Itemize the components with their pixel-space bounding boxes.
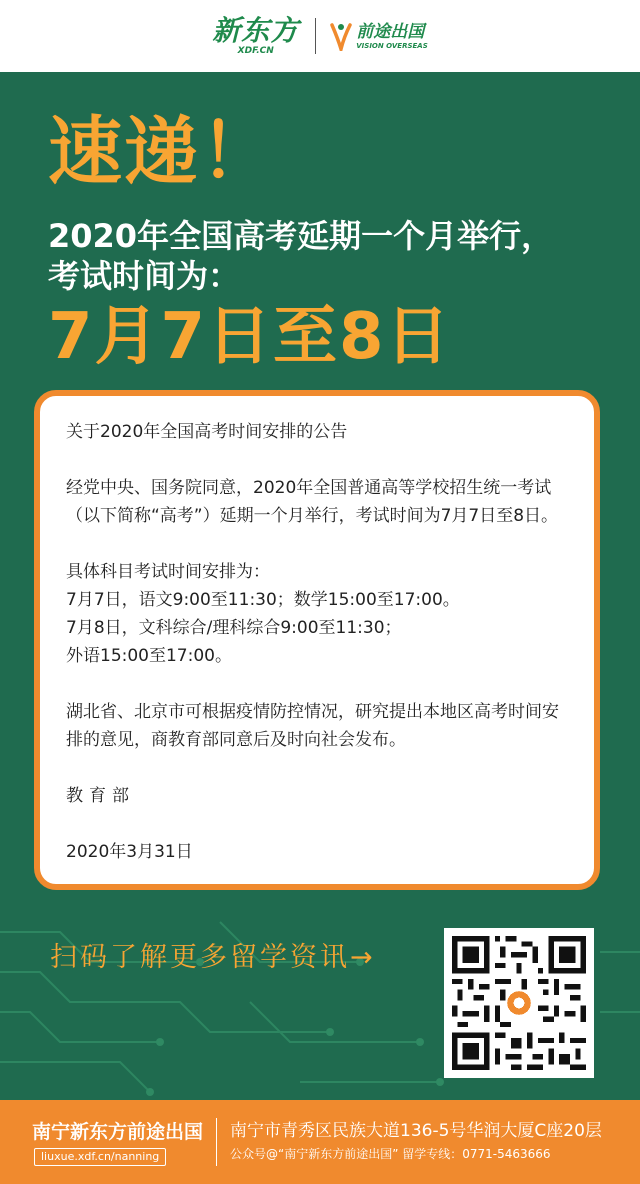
main-panel [0,72,640,1100]
notice-date: 2020年3月31日 [66,842,193,862]
footer-address: 南宁市青秀区民族大道136-5号华润大厦C座20层 [230,1121,602,1141]
schedule-line-3: 外语15:00至17:00。 [66,646,232,666]
footer-url[interactable]: liuxue.xdf.cn/nanning [34,1148,166,1166]
vision-overseas-logo-icon [330,21,352,51]
footer-bar [0,1100,640,1184]
headline-sub-line1: 2020年全国高考延期一个月举行， [48,217,554,255]
schedule-intro: 具体科目考试时间安排为： [66,562,270,582]
notice-card [34,390,600,890]
qr-code[interactable] [444,928,594,1078]
headline-sub [48,216,628,296]
brand-name: 新东方 [212,14,300,47]
headline-big: 速递！ [48,109,276,195]
brand-en: XDF.CN [237,46,274,56]
headline-sub-line2: 考试时间为： [48,257,241,295]
scan-cta-text: 扫码了解更多留学资讯→ [50,942,376,973]
brand-divider [315,18,316,54]
notice-paragraph-1: 经党中央、国务院同意，2020年全国普通高等学校招生统一考试（以下简称“高考”）延期一个月举行，考试时间为7月7日至8日。 [66,478,559,526]
sub-brand-name: 前途出国 [356,21,425,42]
headline-date: 7月7日至8日 [48,300,452,374]
notice-signature: 教育部 [66,786,135,806]
footer-org-name: 南宁新东方前途出国 [32,1121,204,1143]
brand-header [0,0,640,72]
notice-paragraph-2: 湖北省、北京市可根据疫情防控情况，研究提出本地区高考时间安排的意见，商教育部同意后及时向社会发布。 [66,702,559,750]
schedule-line-2: 7月8日，文科综合/理科综合9:00至11:30； [66,618,402,638]
footer-contact: 公众号@“南宁新东方前途出国” 留学专线：0771-5463666 [230,1147,551,1161]
xdf-logo-icon [212,16,299,56]
vision-overseas-logo [330,21,428,51]
sub-brand-en: VISION OVERSEAS [356,41,428,50]
schedule-line-1: 7月7日，语文9:00至11:30；数学15:00至17:00。 [66,590,460,610]
qr-code-icon[interactable] [452,936,586,1070]
footer-divider [216,1118,217,1166]
notice-title: 关于2020年全国高考时间安排的公告 [66,422,348,442]
